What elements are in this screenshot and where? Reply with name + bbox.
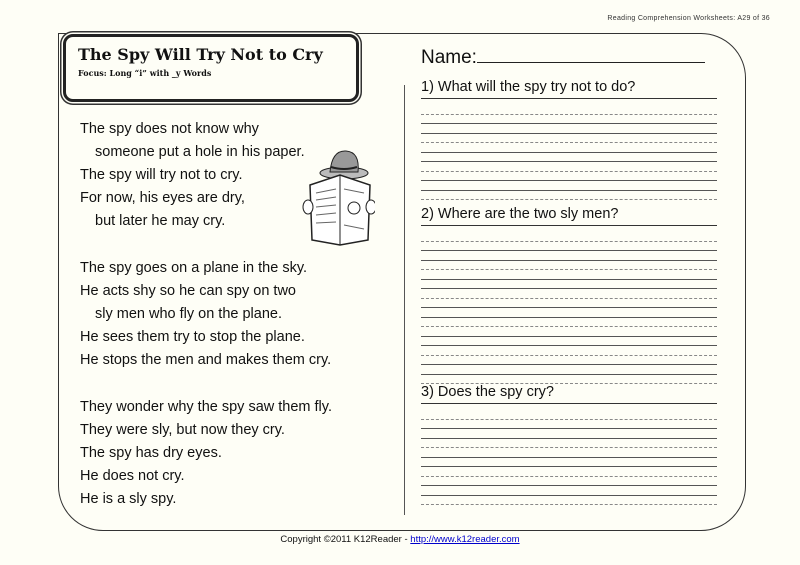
story-line: The spy does not know why	[80, 121, 259, 137]
story-line: The spy will try not to cry.	[80, 167, 243, 183]
story-line: The spy has dry eyes.	[80, 445, 222, 461]
k12reader-link[interactable]: http://www.k12reader.com	[410, 534, 520, 545]
story-line: They wonder why the spy saw them fly.	[80, 399, 332, 415]
story-line: The spy goes on a plane in the sky.	[80, 260, 308, 276]
spy-reading-newspaper-illustration	[300, 145, 375, 250]
story-line: someone put a hole in his paper.	[95, 144, 305, 160]
story-line: He acts shy so he can spy on two	[80, 283, 296, 299]
answer-lines-3[interactable]	[421, 410, 717, 505]
story-line: He stops the men and makes them cry.	[80, 352, 332, 368]
story-line: but later he may cry.	[95, 213, 226, 229]
story-line: For now, his eyes are dry,	[80, 190, 245, 206]
worksheet-header: Reading Comprehension Worksheets: A29 of 36	[607, 15, 770, 22]
name-label: Name:	[421, 47, 477, 68]
story-line: He sees them try to stop the plane.	[80, 329, 305, 345]
answer-lines-1[interactable]	[421, 105, 717, 200]
footer	[0, 534, 800, 545]
question-1: 1) What will the spy try not to do?	[421, 79, 717, 99]
story-line: He does not cry.	[80, 468, 185, 484]
answer-lines-2[interactable]	[421, 232, 717, 384]
copyright-text: Copyright ©2011 K12Reader -	[280, 534, 411, 545]
worksheet-title: The Spy Will Try Not to Cry	[78, 45, 323, 64]
story-line: They were sly, but now they cry.	[80, 422, 285, 438]
story-line: He is a sly spy.	[80, 491, 177, 507]
question-3: 3) Does the spy cry?	[421, 384, 717, 404]
focus-subtitle: Focus: Long “i” with _y Words	[78, 68, 212, 78]
story-text	[80, 118, 332, 511]
name-field[interactable]	[421, 44, 705, 69]
story-line: sly men who fly on the plane.	[95, 306, 282, 322]
column-divider	[404, 85, 405, 515]
title-box	[63, 34, 359, 102]
question-2: 2) Where are the two sly men?	[421, 206, 717, 226]
